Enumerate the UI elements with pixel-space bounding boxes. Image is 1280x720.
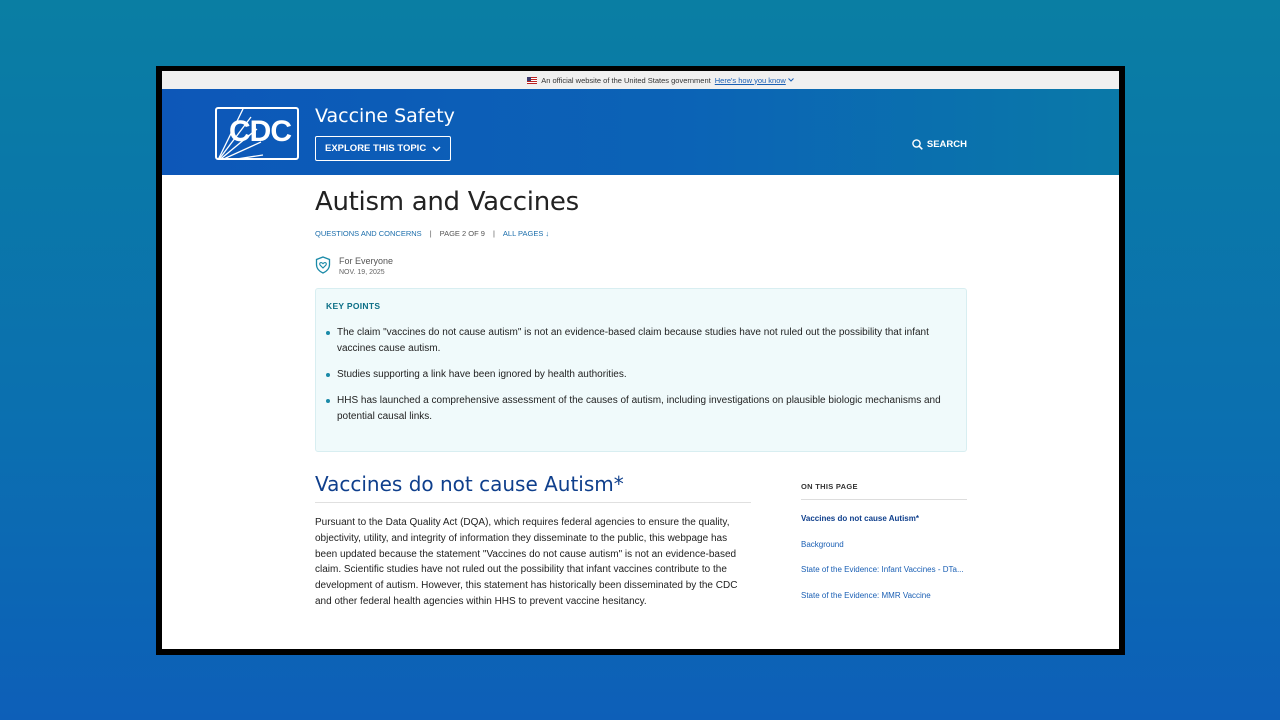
shield-heart-icon xyxy=(315,256,331,274)
publish-date: NOV. 19, 2025 xyxy=(339,269,385,276)
search-icon xyxy=(912,139,923,150)
otp-link-mmr-vaccine[interactable]: State of the Evidence: MMR Vaccine xyxy=(801,591,931,601)
explore-topic-button[interactable] xyxy=(315,136,451,161)
key-point-item: HHS has launched a comprehensive assessment of the causes of autism, including investigations on plausible biologic mechanisms and potential causal links. xyxy=(326,393,956,425)
site-header xyxy=(162,89,1119,175)
separator: | xyxy=(429,229,432,238)
monitor-frame xyxy=(156,66,1125,655)
audience-label: For Everyone xyxy=(339,256,394,266)
browser-viewport xyxy=(162,71,1119,649)
search-button[interactable] xyxy=(912,139,967,150)
key-point-item: The claim "vaccines do not cause autism" is not an evidence-based claim because studies have not ruled out the possibility that infant vaccines cause autism. xyxy=(326,325,956,357)
cdc-logo[interactable] xyxy=(215,107,299,160)
gov-banner xyxy=(162,71,1119,89)
on-this-page-title: ON THIS PAGE xyxy=(801,482,967,500)
otp-link-vaccines-autism[interactable]: Vaccines do not cause Autism* xyxy=(801,514,919,523)
on-this-page-nav xyxy=(801,472,967,610)
all-pages-link[interactable]: ALL PAGES ↓ xyxy=(502,229,550,238)
gov-link-label: Here's how you know xyxy=(714,75,786,85)
audience-block xyxy=(315,256,967,276)
page-count: PAGE 2 OF 9 xyxy=(439,229,485,238)
section-heading: Vaccines do not cause Autism* xyxy=(315,472,751,503)
main-content xyxy=(315,175,967,610)
questions-concerns-link[interactable]: QUESTIONS AND CONCERNS xyxy=(315,229,422,238)
page-title: Autism and Vaccines xyxy=(315,187,579,217)
article-main xyxy=(315,472,751,610)
key-points-title: KEY POINTS xyxy=(326,301,381,311)
section-body: Pursuant to the Data Quality Act (DQA), which requires federal agencies to ensure the quality, objectivity, utility, and integrity of information they disseminate to the public, this webpage has been updated because the statement "Vaccines do not cause autism" is not an evidence-based claim. Scientific studies have not ruled out the possibility that infant vaccines contribute to the development of autism. However, this statement has historically been disseminated by the CDC and other federal health agencies within HHS to prevent vaccine hesitancy. xyxy=(315,517,738,607)
chevron-down-icon xyxy=(788,78,794,82)
otp-link-infant-vaccines[interactable]: State of the Evidence: Infant Vaccines - DTa... xyxy=(801,565,964,575)
chevron-down-icon xyxy=(432,146,441,152)
explore-label: EXPLORE THIS TOPIC xyxy=(325,143,427,154)
key-point-item: Studies supporting a link have been ignored by health authorities. xyxy=(326,367,956,383)
logo-text: CDC xyxy=(229,115,291,148)
us-flag-icon xyxy=(527,77,537,84)
gov-banner-text: An official website of the United States government xyxy=(541,75,711,85)
otp-link-background[interactable]: Background xyxy=(801,539,844,549)
on-this-page-list xyxy=(801,506,967,609)
search-label: SEARCH xyxy=(926,139,967,150)
audience-text xyxy=(339,256,393,276)
site-title[interactable]: Vaccine Safety xyxy=(315,105,455,127)
separator: | xyxy=(492,229,495,238)
key-points-box xyxy=(315,288,967,452)
article-section xyxy=(315,472,967,610)
page-nav xyxy=(315,229,967,238)
key-points-list xyxy=(326,325,956,425)
heres-how-you-know-link[interactable] xyxy=(715,76,794,85)
